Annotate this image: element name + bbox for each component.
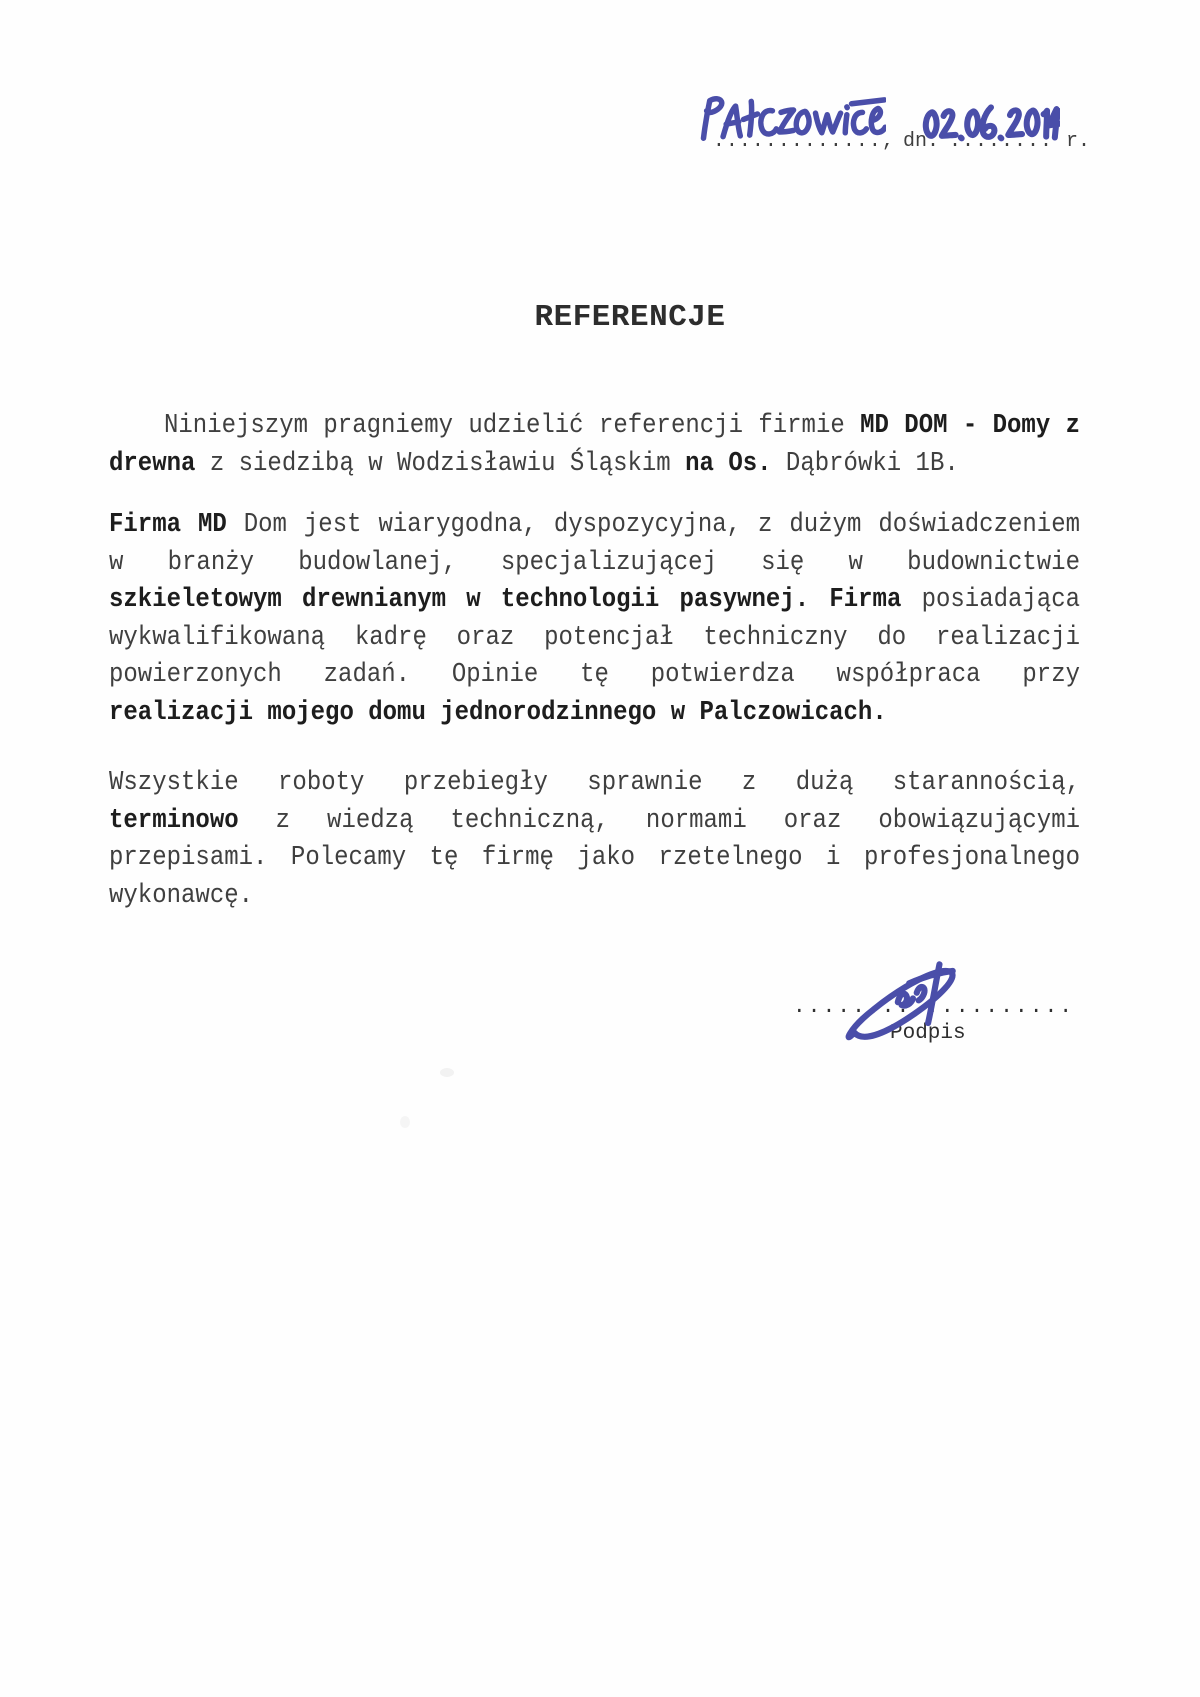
signature-label: Podpis xyxy=(890,1022,966,1045)
year-suffix: r. xyxy=(1065,130,1090,153)
dateline-comma: , xyxy=(881,130,894,153)
paragraph xyxy=(109,765,1080,915)
text-line xyxy=(109,875,1080,916)
text-segment: terminowo xyxy=(109,805,239,836)
place-dotted-line: ............. xyxy=(712,130,882,153)
text-segment: Dom jest wiarygodna, dyspozycyjna, z dużym doświadczeniem xyxy=(226,509,1080,540)
paragraph xyxy=(109,507,1080,732)
scan-speckle xyxy=(440,1068,454,1077)
date-dotted-line: ........ xyxy=(948,130,1053,153)
text-line xyxy=(109,405,1080,446)
text-segment: Dąbrówki 1B. xyxy=(771,448,959,479)
dateline-typed-row xyxy=(710,130,1090,153)
handwritten-signature-icon xyxy=(841,960,983,1052)
text-line xyxy=(109,800,1080,841)
text-segment: realizacji mojego domu jednorodzinnego w Palczowicach. xyxy=(109,697,887,728)
text-line xyxy=(109,654,1080,695)
text-segment: powierzonych zadań. Opinie tę potwierdza współpraca przy xyxy=(109,659,1080,690)
date-label: dn. xyxy=(902,130,939,153)
text-segment: Wszystkie roboty przebiegły sprawnie z dużą starannością, xyxy=(109,767,1080,798)
text-line xyxy=(109,579,1080,620)
dateline xyxy=(710,98,1090,162)
text-segment: na Os. xyxy=(685,448,772,479)
text-segment: przepisami. Polecamy tę firmę jako rzetelnego i profesjonalnego xyxy=(109,842,1080,873)
text-line xyxy=(109,692,1080,733)
text-segment: wykonawcę. xyxy=(109,880,254,911)
text-line xyxy=(109,617,1080,658)
text-line xyxy=(109,837,1080,878)
text-segment: MD DOM - Domy z xyxy=(860,410,1081,441)
letter-body xyxy=(109,408,1080,939)
text-segment: z siedzibą w Wodzisławiu Śląskim xyxy=(195,448,686,479)
text-segment: drewna xyxy=(109,448,196,479)
letter-title: REFERENCJE xyxy=(534,300,726,335)
text-line xyxy=(109,762,1080,803)
text-segment: z wiedzą techniczną, normami oraz obowiązującymi xyxy=(238,805,1080,836)
text-segment: posiadająca xyxy=(901,584,1081,615)
text-line xyxy=(109,504,1080,545)
signature-dotted-line: ................... xyxy=(793,996,1075,1019)
scan-speckle xyxy=(400,1116,410,1128)
text-segment: szkieletowym drewnianym w technologii pasywnej. Firma xyxy=(109,584,902,615)
text-segment: wykwalifikowaną kadrę oraz potencjał techniczny do realizacji xyxy=(109,622,1080,653)
paragraph xyxy=(109,408,1080,483)
text-line xyxy=(109,542,1080,583)
text-segment: Niniejszym pragniemy udzielić referencji firmie xyxy=(164,410,861,441)
text-segment: w branży budowlanej, specjalizującej się w budownictwie xyxy=(109,547,1080,578)
text-line xyxy=(109,443,1080,484)
signature-block xyxy=(793,960,1093,1045)
text-segment: Firma MD xyxy=(109,509,227,540)
